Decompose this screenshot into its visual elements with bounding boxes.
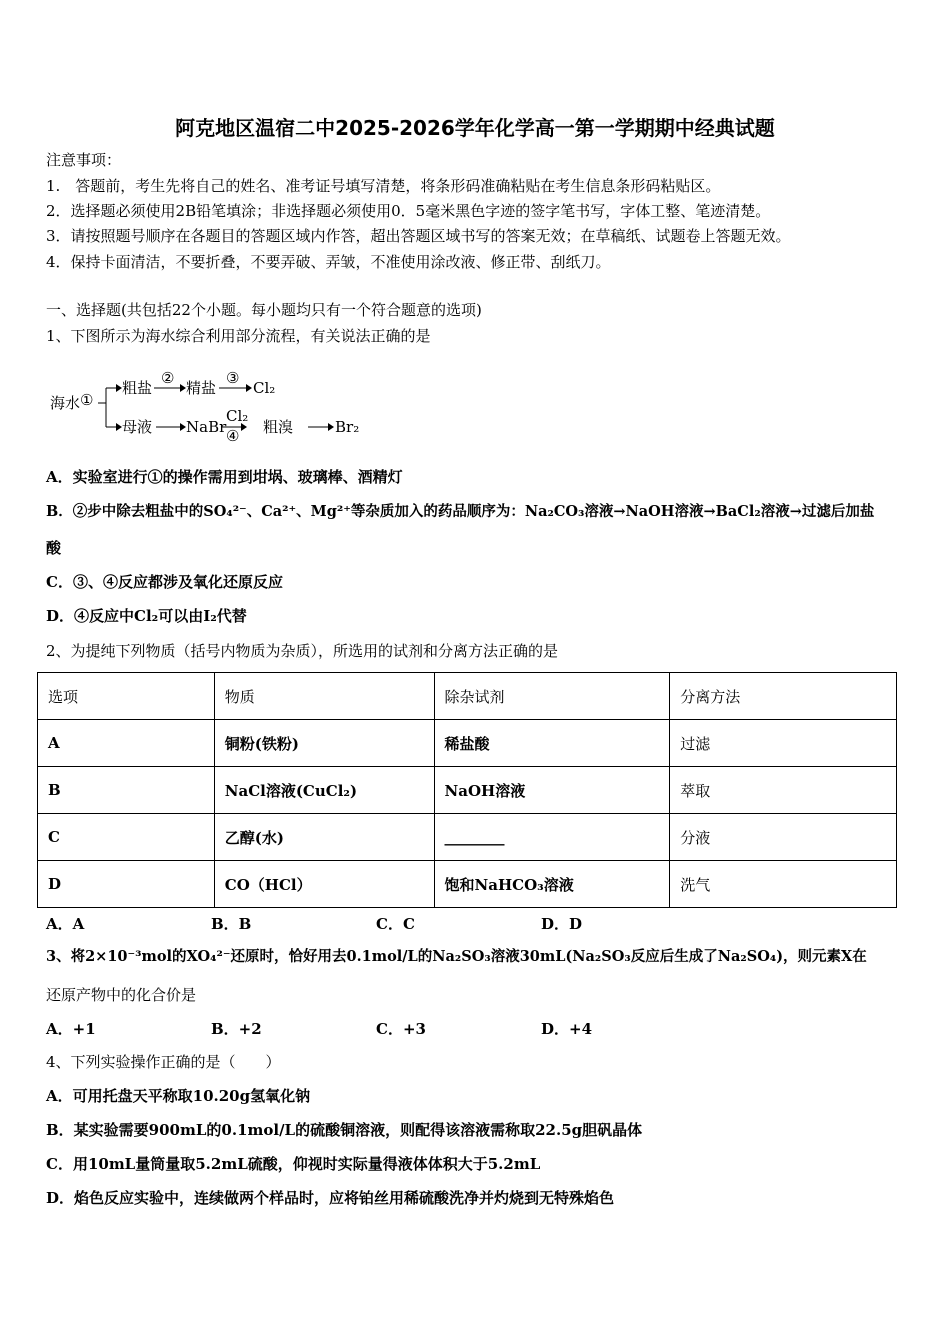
table-row [38, 767, 897, 814]
q4-option-c: C．用10mL量筒量取5.2mL硫酸，仰视时实际量得液体体积大于5.2mL [46, 1155, 541, 1173]
cell: NaCl溶液(CuCl₂) [214, 767, 434, 814]
header-cell: 除杂试剂 [434, 673, 670, 720]
header-cell: 物质 [214, 673, 434, 720]
cell: 铜粉(铁粉) [214, 720, 434, 767]
header-cell: 选项 [38, 673, 215, 720]
q3-option-c: C．+3 [376, 1020, 426, 1038]
page-title: 阿克地区温宿二中2025-2026学年化学高一第一学期期中经典试题 [175, 116, 775, 140]
diagram-crude-bromine: 粗溴 [263, 418, 294, 436]
table-header-row [38, 673, 897, 720]
table-row [38, 720, 897, 767]
diagram-step-2: ② [161, 369, 175, 387]
seawater-flow-diagram [46, 365, 366, 445]
diagram-refined-salt: 精盐 [186, 379, 217, 397]
cell: D [38, 861, 215, 908]
diagram-crude-salt: 粗盐 [122, 379, 153, 397]
q2-option-a: A．A [46, 915, 85, 933]
cell: ________ [434, 814, 670, 861]
q4-option-d: D．焰色反应实验中，连续做两个样品时，应将铂丝用稀硫酸洗净并灼烧到无特殊焰色 [46, 1189, 615, 1207]
cell: 饱和NaHCO₃溶液 [434, 861, 670, 908]
cell: 萃取 [670, 767, 897, 814]
cell: CO（HCl） [214, 861, 434, 908]
question-3-stem: 3、将2×10⁻³mol的XO₄²⁻还原时，恰好用去0.1mol/L的Na₂SO₃溶液30mL(Na₂SO₃反应后生成了Na₂SO₄)，则元素X在 [46, 948, 867, 965]
q1-option-b: B．②步中除去粗盐中的SO₄²⁻、Ca²⁺、Mg²⁺等杂质加入的药品顺序为：Na₂CO₃溶液→NaOH溶液→BaCl₂溶液→过滤后加盐 [46, 503, 875, 520]
question-2-stem: 2、为提纯下列物质（括号内物质为杂质），所选用的试剂和分离方法正确的是 [46, 642, 559, 660]
notice-item: 1. 答题前，考生先将自己的姓名、准考证号填写清楚，将条形码准确粘贴在考生信息条形码粘贴区。 [46, 177, 721, 195]
diagram-step-3: ③ [226, 369, 240, 387]
table-row [38, 814, 897, 861]
question-1-stem: 1、下图所示为海水综合利用部分流程，有关说法正确的是 [46, 327, 431, 345]
q2-option-c: C．C [376, 915, 415, 933]
q1-option-a: A．实验室进行①的操作需用到坩埚、玻璃棒、酒精灯 [46, 468, 403, 486]
cell: A [38, 720, 215, 767]
purification-table [37, 672, 897, 908]
q4-option-a: A．可用托盘天平称取10.20g氢氧化钠 [46, 1087, 311, 1105]
cell: 洗气 [670, 861, 897, 908]
diagram-mother-liquor: 母液 [122, 418, 153, 436]
section-heading: 一、选择题(共包括22个小题。每小题均只有一个符合题意的选项) [46, 301, 482, 319]
diagram-cl2-reagent: Cl₂ [226, 407, 249, 425]
q3-option-a: A．+1 [46, 1020, 96, 1038]
q1-option-b-cont: 酸 [46, 539, 62, 557]
q2-option-d: D．D [541, 915, 583, 933]
diagram-nabr: NaBr [186, 418, 227, 436]
question-3-stem-cont: 还原产物中的化合价是 [46, 986, 197, 1004]
question-4-stem: 4、下列实验操作正确的是（ ） [46, 1053, 281, 1071]
cell: 分液 [670, 814, 897, 861]
notice-heading: 注意事项： [46, 151, 122, 169]
cell: 乙醇(水) [214, 814, 434, 861]
cell: C [38, 814, 215, 861]
notice-item: 3．请按照题号顺序在各题目的答题区域内作答，超出答题区域书写的答案无效；在草稿纸、试题卷上答题无效。 [46, 227, 791, 245]
q3-option-b: B．+2 [211, 1020, 262, 1038]
notice-item: 4．保持卡面清洁，不要折叠，不要弄破、弄皱，不准使用涂改液、修正带、刮纸刀。 [46, 253, 611, 271]
table-row [38, 861, 897, 908]
notice-item: 2．选择题必须使用2B铅笔填涂；非选择题必须使用0．5毫米黑色字迹的签字笔书写，字体工整、笔迹清楚。 [46, 202, 771, 220]
q1-option-d: D．④反应中Cl₂可以由I₂代替 [46, 607, 247, 625]
cell: 过滤 [670, 720, 897, 767]
diagram-step-4: ④ [226, 427, 240, 445]
q2-option-b: B．B [211, 915, 252, 933]
diagram-cl2: Cl₂ [253, 379, 276, 397]
cell: NaOH溶液 [434, 767, 670, 814]
q1-option-c: C．③、④反应都涉及氧化还原反应 [46, 573, 283, 591]
diagram-br2: Br₂ [335, 418, 360, 436]
header-cell: 分离方法 [670, 673, 897, 720]
q3-option-d: D．+4 [541, 1020, 593, 1038]
cell: 稀盐酸 [434, 720, 670, 767]
q4-option-b: B．某实验需要900mL的0.1mol/L的硫酸铜溶液，则配得该溶液需称取22.5g胆矾晶体 [46, 1121, 643, 1139]
diagram-seawater: 海水 [50, 394, 81, 412]
diagram-step-1: ① [80, 391, 94, 409]
cell: B [38, 767, 215, 814]
